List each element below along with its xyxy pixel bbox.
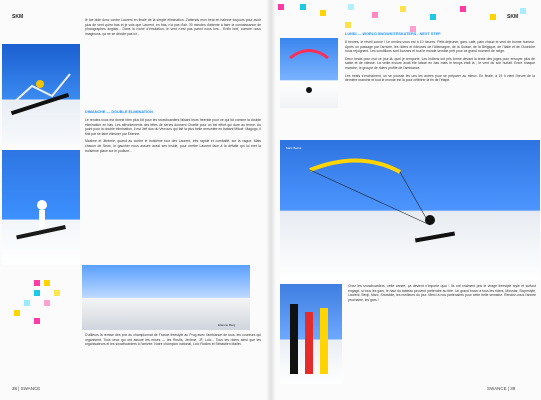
photo-kite-rider-left	[82, 265, 250, 330]
left-article-text	[85, 18, 261, 39]
decor-square	[372, 12, 378, 18]
left-paragraph-1: le toe bide donc contre Laurent en finale de la simple élimination. J'attends mon heat en haleine toujours pour avoir plus de vent qu'en bas et je vois que Laurent, en bas, n'a pas d'air. 30 minutes d'attente à faire la connaissance de photographes anglais... Dans la roche d'émulation, le vent n'est pas parmi nous lors... Enfin bref, comme nous imaginons, ça ne se décide pas ici...	[85, 18, 261, 36]
decor-square	[34, 290, 40, 296]
photo-snowboarder-mid	[2, 150, 80, 265]
photo-kite-small	[280, 38, 338, 108]
right-article-text	[345, 40, 535, 86]
right-paragraph-4: Chez les snowboarders, cette année, ça devient n'importe quoi ! Ils ont vraiment pris le virage freestyle style et surtout engagé, si tous les gars, le haut du tableau peuvent prétendre au titre. Un grand bravo à tous les riders, Moustar, Slopestyle, Laurent, Benji, Marc, Snowkite, les meilleurs du jour. Merci à nos partenaires pour cette belle semaine. Rendez-vous l'année prochaine, les gars !	[348, 284, 536, 302]
decor-square	[430, 14, 436, 20]
rider-kite-illustration	[280, 140, 540, 280]
folio-left: 38 | SWANCE	[12, 386, 41, 391]
magazine-logo-right: SKM	[507, 14, 519, 20]
folio-right: SWANCE | 39	[487, 386, 516, 391]
left-article-text-2	[85, 118, 261, 156]
snowboarder-illustration	[2, 44, 80, 144]
boards-illustration	[280, 284, 342, 384]
decor-square	[490, 14, 496, 20]
photo-snowboards	[280, 284, 342, 384]
decor-square	[34, 318, 40, 324]
right-paragraph-3: Les heats s'enchaînent, on se pousse les uns les autres pour se préparer au mieux. En finale, à 19 h vient l'heure de la dernière manche et tout le monde est là pour célébrer la fin de l'étape.	[345, 73, 535, 83]
decor-square	[520, 8, 526, 14]
left-paragraph-4: D'ailleurs la remise des prix du championnat de France freestyle au Prog avec l'ambiance de tous, les coureurs qui organisent. Tous ceux qui ont assuré les mises — les Roulis, Jérôme, JF, Loïc... Tous les riders ainsi que les organisateurs et les snowboarders à l'arrivée. Notre champion national, Loïc Roldes et Sébastien Mallet.	[85, 333, 261, 347]
photo-snowboarder-jump	[2, 44, 80, 144]
decor-square	[34, 280, 40, 286]
decor-square	[44, 300, 50, 306]
decor-square	[460, 6, 466, 12]
photo-caption-right: Marc Bettot	[286, 146, 302, 150]
decor-square	[320, 10, 326, 16]
rider-illustration	[2, 150, 80, 265]
decor-square	[400, 6, 406, 12]
left-article-text-3	[85, 333, 261, 350]
decor-square	[278, 4, 284, 10]
photo-kite-rider-right	[280, 140, 540, 280]
right-paragraph-2: Deux heats pour moi ce jour-là, quel je remporte. Les Indiens ont pris forme devant la tente des juges pour envoyer plus de sable et de vitesse. La veille encore avait été laissé en bas mais le temps était là ; le vent du soir hurlait. Entre chaque manche, le groupe de riders profite de l'ambiance.	[345, 56, 535, 70]
left-section-heading: DIMANCHE — DOUBLE ÉLIMINATION	[85, 110, 153, 114]
decor-square	[348, 4, 354, 10]
right-section-heading: LUNDI — WORLD SNOWKITESKATERS - NEXT STEP	[345, 32, 441, 36]
left-paragraph-2: Le rendez-vous est donné bien plus tôt pour les snowboarders faisant leurs freeride pour ce qui fut comme la double élimination en bas. Les affrontements des têtes de séries donnent Charlie pour un bel effort qui dure au terme. Au point pour la double élimination, il est Jeff dos du Verrouru qui fait la plus belle remontée en battant Mikoë. Magogo, il finit par se faire éliminer par Etienne.	[85, 118, 261, 136]
photo-caption-left: Etienne Berg	[218, 323, 236, 327]
decor-square	[54, 290, 60, 296]
magazine-logo-left: SKM	[12, 14, 24, 20]
left-paragraph-3: Maxime et Jérémie, quand au contre le troisième tour des Laurent, très rapide et combattif, sur la vague. Mais chacun de Sean, le gaucher nous assure aussi ses inside, pour mettre Laurent face à la défaite qui lui met la troisième place sur le podium...	[85, 139, 261, 153]
decor-square	[14, 310, 20, 316]
decor-square	[24, 300, 30, 306]
kite-illustration	[280, 38, 338, 108]
decor-square	[345, 22, 351, 28]
decor-square	[44, 280, 50, 286]
right-article-text-2	[348, 284, 536, 305]
decor-square	[300, 4, 306, 10]
right-paragraph-1: 8 heures, le réveil sonne ! Le rendez-vous est à 10 heures. Petit-déjeuner, gars, cafe, pain chaud et vent de bonne humeur. Après un passage par l'arrivée, les riders et rideuses de l'Allemagne, de la Suisse, de la Belgique, de l'Italie et de l'Autriche nous rejoignent. Les conditions sont bonnes et tout le monde semble prêt pour ce grand moment de neige.	[345, 40, 535, 54]
